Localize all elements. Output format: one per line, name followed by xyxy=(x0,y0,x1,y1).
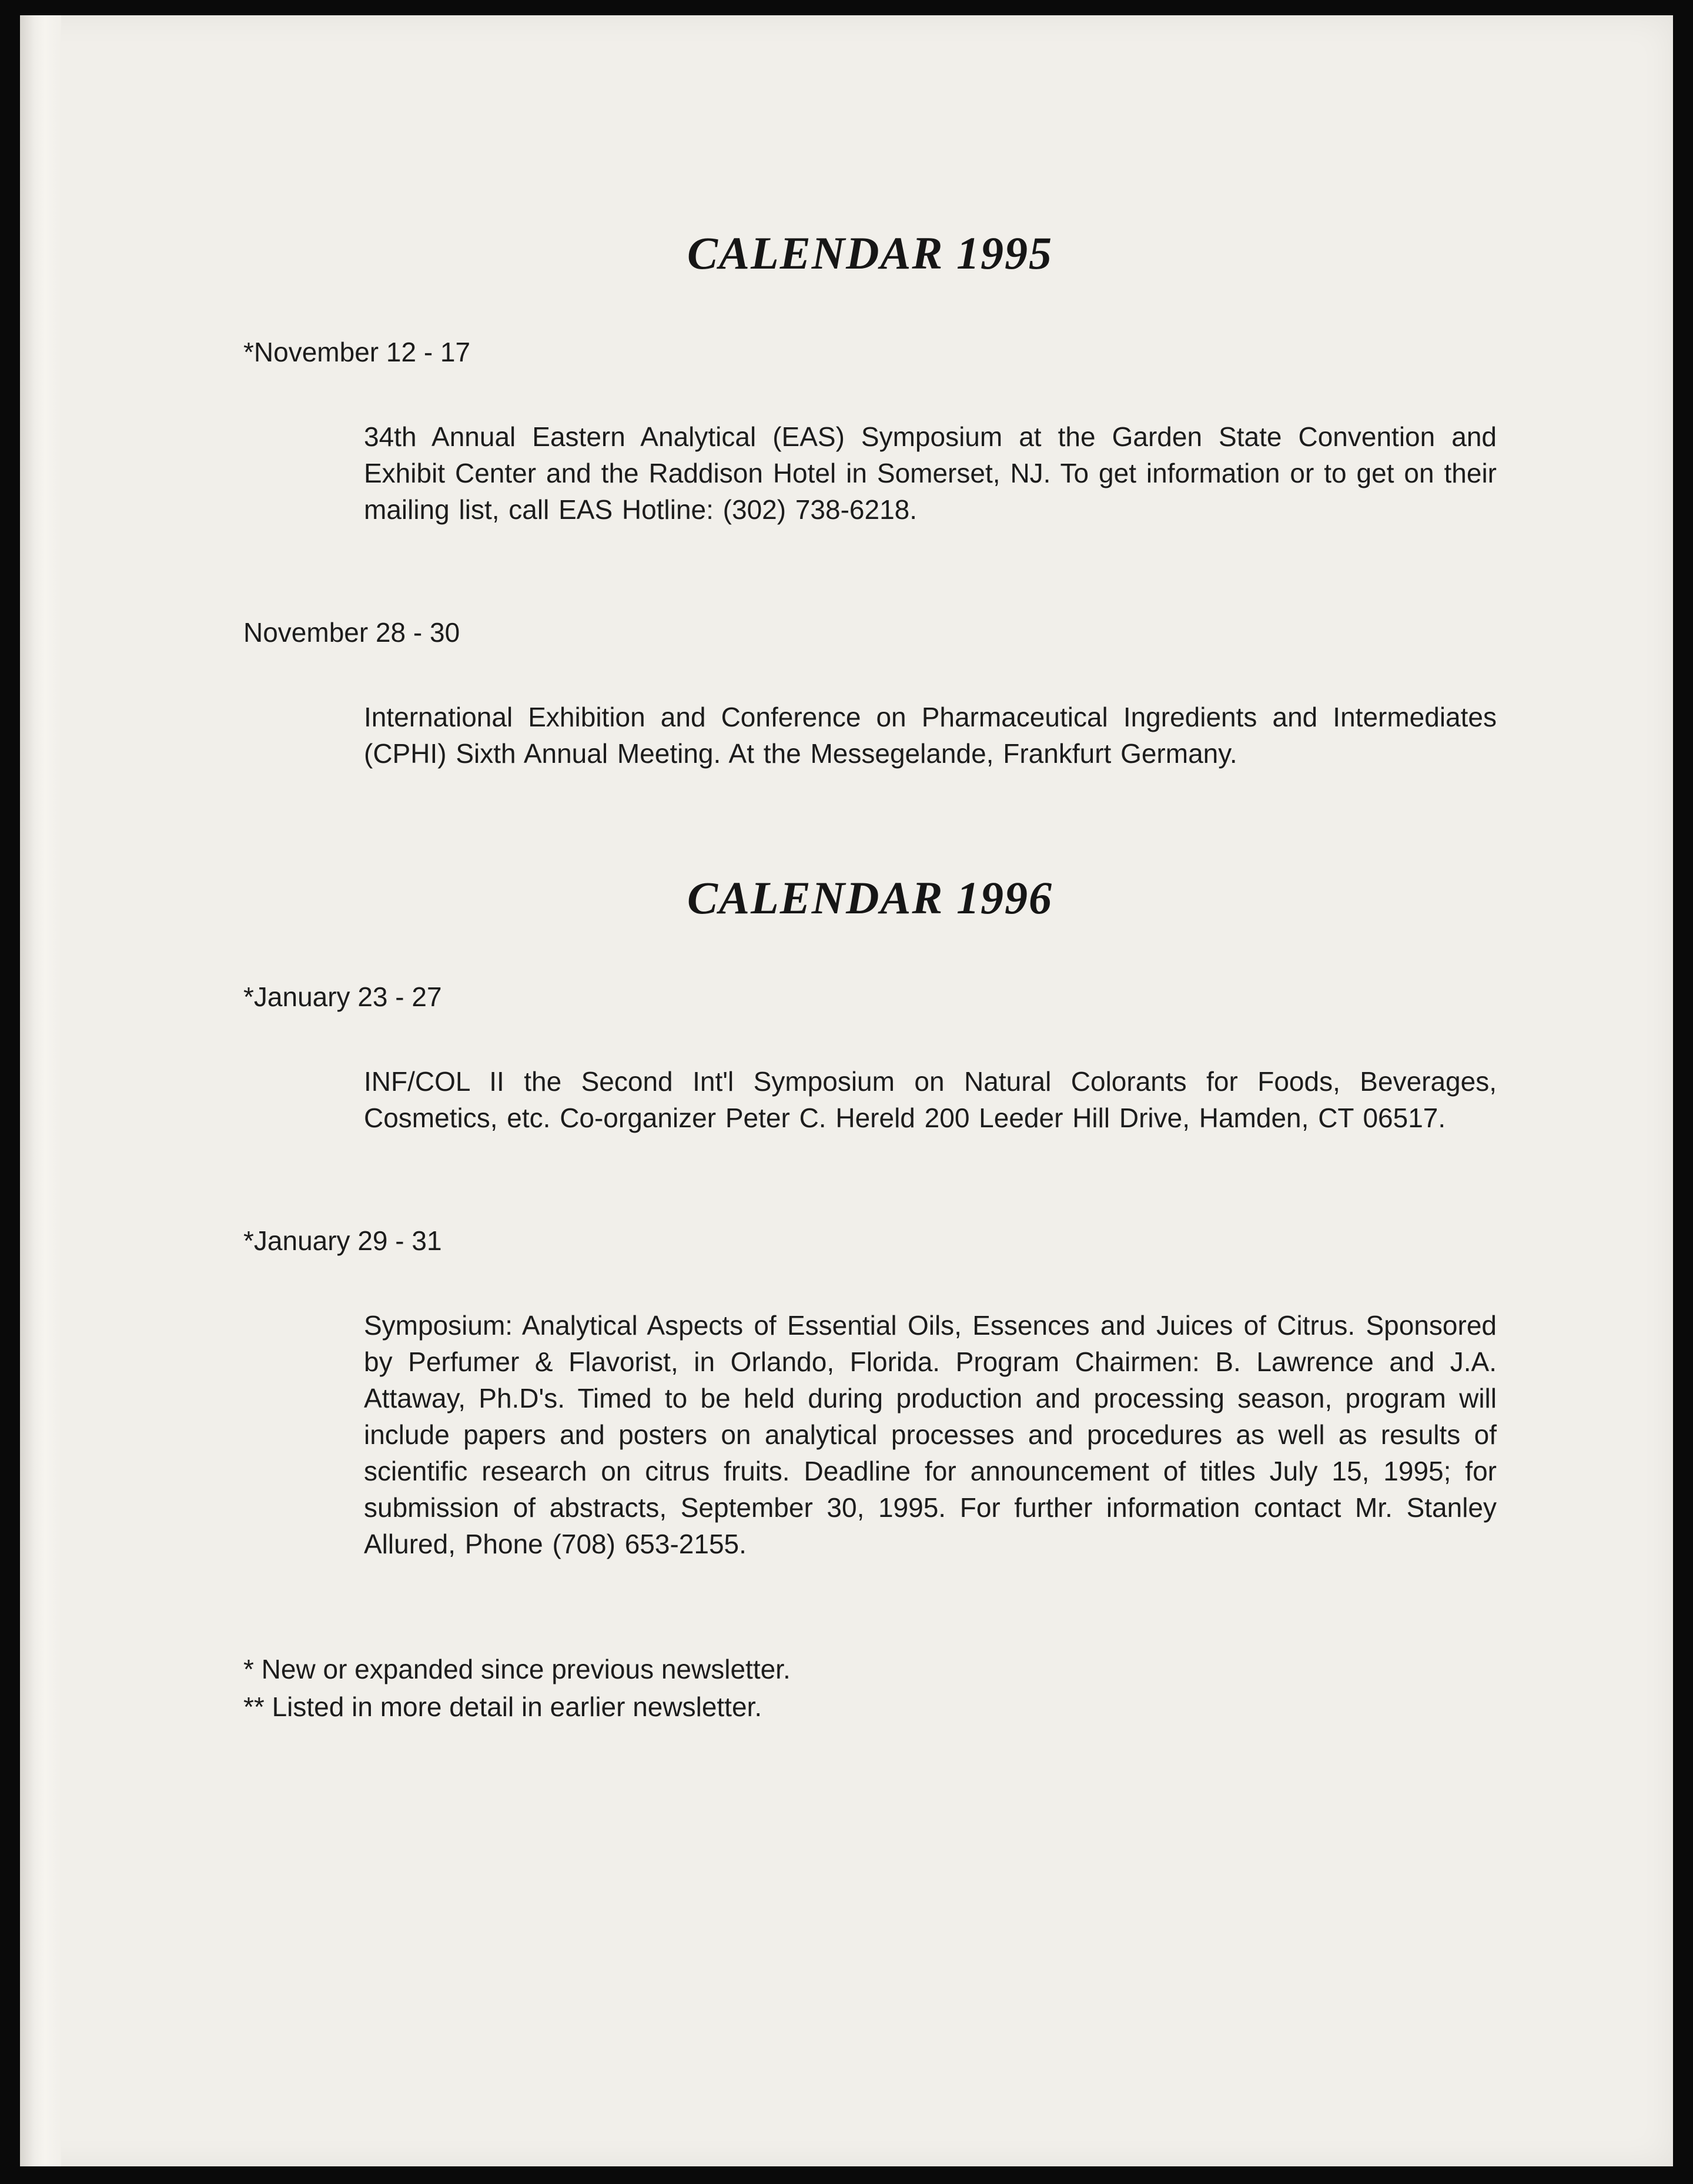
calendar-1996-section xyxy=(243,872,1497,1562)
calendar-1995-heading: CALENDAR 1995 xyxy=(687,227,1053,279)
calendar-1996-heading: CALENDAR 1996 xyxy=(687,872,1053,923)
footnote-listed-earlier: ** Listed in more detail in earlier newsletter. xyxy=(243,1691,762,1722)
event-date: *January 23 - 27 xyxy=(243,982,442,1012)
event-date: *November 12 - 17 xyxy=(243,337,471,367)
event-description: INF/COL II the Second Int'l Symposium on Natural Colorants for Foods, Beverages, Cosmetics, etc. Co-organizer Peter C. Hereld 200 Leeder Hill Drive, Hamden, CT 06517. xyxy=(364,1066,1497,1133)
event-description: 34th Annual Eastern Analytical (EAS) Symposium at the Garden State Convention and Exhibit Center and the Raddison Hotel in Somerset, NJ. To get information or to get on their mailing list, call EAS Hotline: (302) 738-6218. xyxy=(364,421,1497,525)
event-date: November 28 - 30 xyxy=(243,617,460,648)
event-description: Symposium: Analytical Aspects of Essential Oils, Essences and Juices of Citrus. Sponsored by Perfumer & Flavorist, in Orlando, Florida. Program Chairmen: B. Lawrence and J.A. Attaway, Ph.D's. Timed to be held during production and processing season, program will include papers and posters on analytical processes and procedures as well as results of scientific research on citrus fruits. Deadline for announcement of titles July 15, 1995; for submission of abstracts, September 30, 1995. For further information contact Mr. Stanley Allured, Phone (708) 653-2155. xyxy=(364,1310,1497,1559)
document-page xyxy=(20,15,1673,2166)
event-date: *January 29 - 31 xyxy=(243,1225,442,1256)
event-entry xyxy=(243,1224,1497,1562)
footnote-new-or-expanded: * New or expanded since previous newsletter. xyxy=(243,1654,791,1684)
event-entry xyxy=(243,336,1497,528)
footnotes xyxy=(243,1650,1497,1726)
calendar-1995-section xyxy=(243,227,1497,772)
event-description: International Exhibition and Conference on Pharmaceutical Ingredients and Intermediates (CPHI) Sixth Annual Meeting. At the Messegelande, Frankfurt Germany. xyxy=(364,702,1497,769)
event-entry xyxy=(243,980,1497,1136)
event-entry xyxy=(243,616,1497,772)
page-content xyxy=(20,15,1673,1726)
